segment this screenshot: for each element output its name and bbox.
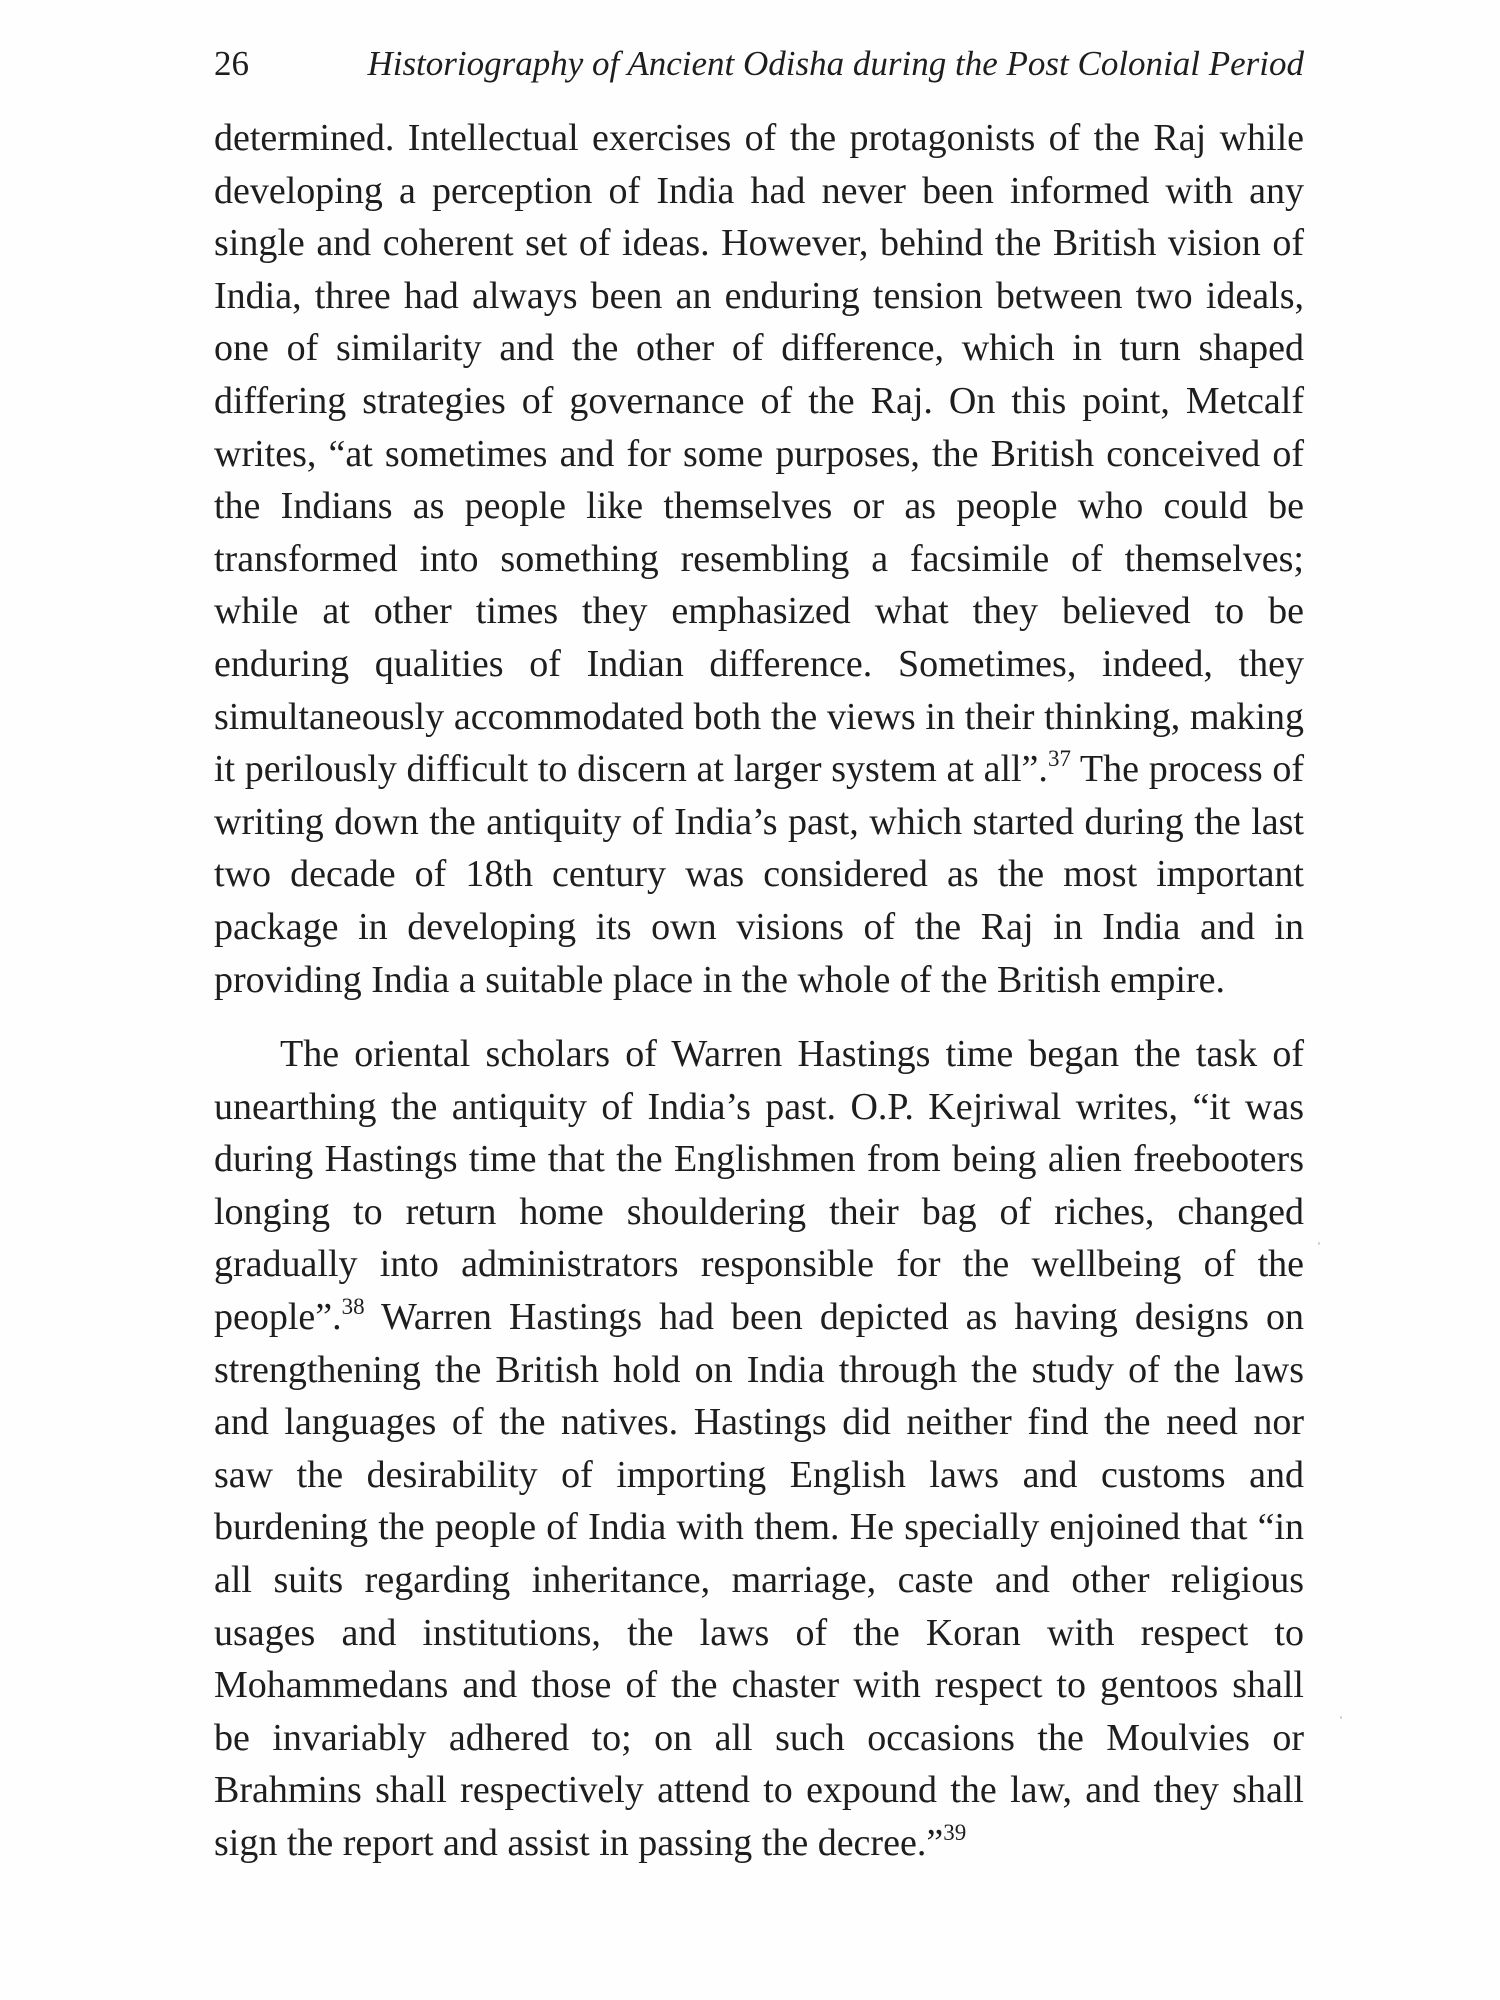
paragraph-1-text-b: The process of writing down the antiquity of India’s past, which started during the last two decade of 18th century was considered as the most important package in developing its own visions of the Raj in India and in providing India a suitable place in the whole of the British empire. — [214, 748, 1304, 1001]
scan-speck — [1318, 1242, 1320, 1245]
paragraph-2-text-a: The oriental scholars of Warren Hastings time began the task of unearthing the antiquity of India’s past. O.P. Kejriwal writes, “it was during Hastings time that the Englishmen from being alien freebooters longing to return home shouldering their bag of riches, changed gradually into administrators responsible for the wellbeing of the people”. — [214, 1033, 1304, 1339]
body-text — [214, 112, 1304, 1870]
footnote-ref-38: 38 — [341, 1294, 365, 1320]
paragraph-1-text-a: determined. Intellectual exercises of the protagonists of the Raj while developing a perception of India had never been informed with any single and coherent set of ideas. However, behind the British vision of India, three had always been an enduring tension between two ideals, one of similarity and the other of difference, which in turn shaped differing strategies of governance of the Raj. On this point, Metcalf writes, “at sometimes and for some purposes, the British conceived of the Indians as people like themselves or as people who could be transformed into something resembling a facsimile of themselves; while at other times they emphasized what they believed to be enduring qualities of Indian difference. Sometimes, indeed, they simultaneously accommodated both the views in their thinking, making it perilously difficult to discern at larger system at all”. — [214, 117, 1304, 791]
scan-speck — [1340, 1716, 1342, 1719]
paragraph-2-text-b: Warren Hastings had been depicted as having designs on strengthening the British hold on India through the study of the laws and languages of the natives. Hastings did neither find the need nor saw the desirability of importing English laws and customs and burdening the people of India with them. He specially enjoined that “in all suits regarding inheritance, marriage, caste and other religious usages and institutions, the laws of the Koran with respect to Mohammedans and those of the chaster with respect to gentoos shall be invariably adhered to; on all such occasions the Moulvies or Brahmins shall respectively attend to expound the law, and they shall sign the report and assist in passing the decree.” — [214, 1296, 1304, 1864]
footnote-ref-39: 39 — [943, 1820, 967, 1845]
footnote-ref-37: 37 — [1047, 746, 1071, 772]
paragraph-2 — [214, 1028, 1304, 1870]
running-header — [214, 38, 1304, 90]
running-title: Historiography of Ancient Odisha during the Post Colonial Period — [367, 44, 1304, 83]
paragraph-1 — [214, 112, 1304, 1006]
page-number: 26 — [214, 44, 249, 83]
